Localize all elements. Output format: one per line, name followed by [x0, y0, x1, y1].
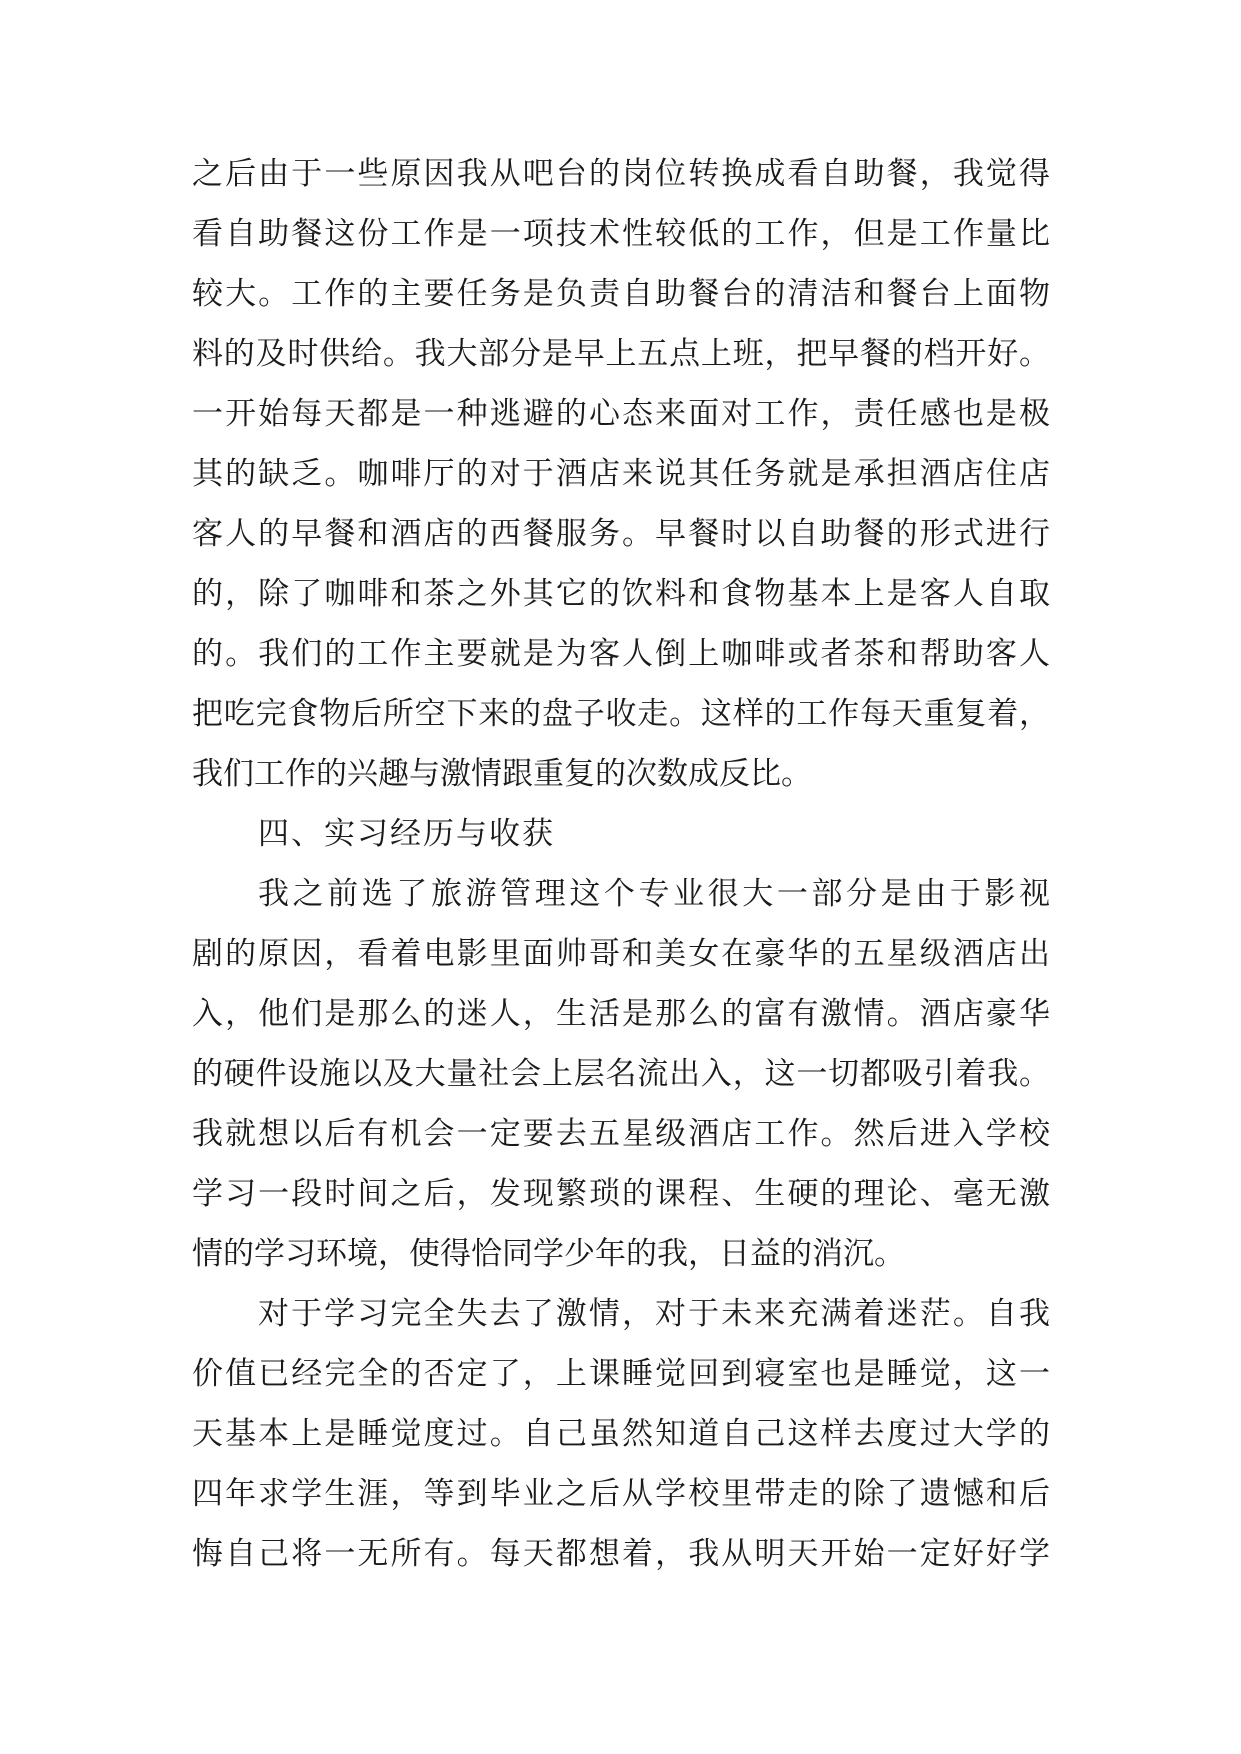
text-line: 对于学习完全失去了激情，对于未来充满着迷茫。自我	[258, 1296, 1050, 1332]
text-line: 入，他们是那么的迷人，生活是那么的富有激情。酒店豪华	[192, 996, 1050, 1032]
text-line: 看自助餐这份工作是一项技术性较低的工作，但是工作量比	[192, 216, 1050, 252]
text-line: 悔自己将一无所有。每天都想着，我从明天开始一定好好学	[192, 1536, 1050, 1572]
text-line: 价值已经完全的否定了，上课睡觉回到寝室也是睡觉，这一	[192, 1356, 1050, 1392]
text-line: 剧的原因，看着电影里面帅哥和美女在豪华的五星级酒店出	[192, 936, 1050, 972]
text-line: 情的学习环境，使得恰同学少年的我，日益的消沉。	[192, 1236, 905, 1272]
text-line: 之后由于一些原因我从吧台的岗位转换成看自助餐，我觉得	[192, 156, 1050, 192]
text-line: 四年求学生涯，等到毕业之后从学校里带走的除了遗憾和后	[192, 1476, 1050, 1512]
text-line: 一开始每天都是一种逃避的心态来面对工作，责任感也是极	[192, 396, 1050, 432]
text-line: 的硬件设施以及大量社会上层名流出入，这一切都吸引着我。	[192, 1056, 1050, 1092]
text-line: 我们工作的兴趣与激情跟重复的次数成反比。	[192, 756, 812, 792]
text-line: 把吃完食物后所空下来的盘子收走。这样的工作每天重复着，	[192, 696, 1050, 732]
text-line: 天基本上是睡觉度过。自己虽然知道自己这样去度过大学的	[192, 1416, 1050, 1452]
section-heading: 四、实习经历与收获	[258, 816, 555, 852]
text-line: 我之前选了旅游管理这个专业很大一部分是由于影视	[258, 876, 1050, 912]
text-line: 的。我们的工作主要就是为客人倒上咖啡或者茶和帮助客人	[192, 636, 1050, 672]
text-line: 我就想以后有机会一定要去五星级酒店工作。然后进入学校	[192, 1116, 1050, 1152]
text-line: 客人的早餐和酒店的西餐服务。早餐时以自助餐的形式进行	[192, 516, 1050, 552]
text-line: 的，除了咖啡和茶之外其它的饮料和食物基本上是客人自取	[192, 576, 1050, 612]
text-line: 料的及时供给。我大部分是早上五点上班，把早餐的档开好。	[192, 336, 1050, 372]
text-line: 学习一段时间之后，发现繁琐的课程、生硬的理论、毫无激	[192, 1176, 1050, 1212]
text-line: 较大。工作的主要任务是负责自助餐台的清洁和餐台上面物	[192, 276, 1050, 312]
text-line: 其的缺乏。咖啡厅的对于酒店来说其任务就是承担酒店住店	[192, 456, 1050, 492]
